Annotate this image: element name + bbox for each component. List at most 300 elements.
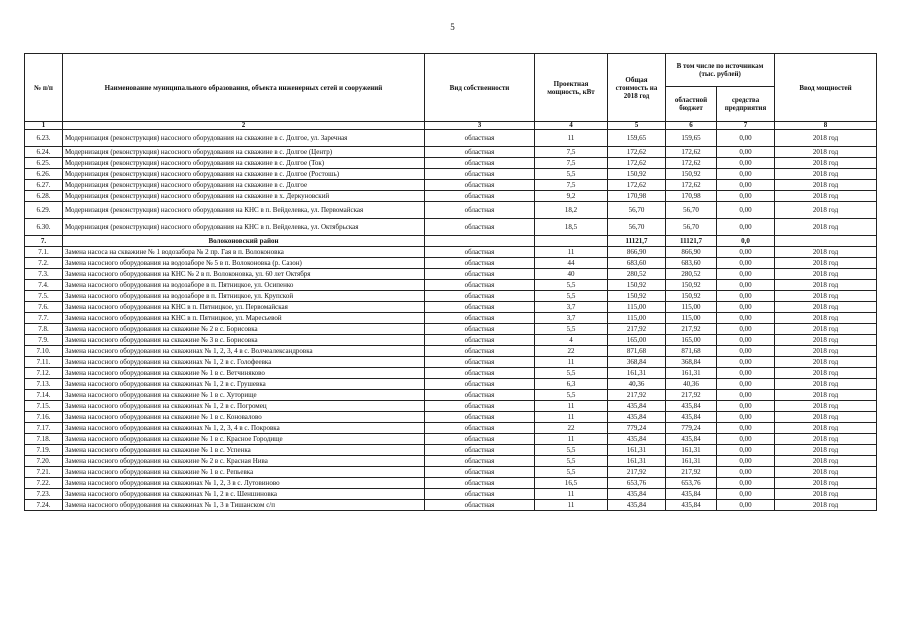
header-regional-budget: областной бюджет — [666, 87, 717, 122]
header-capacity: Проектная мощность, кВт — [535, 54, 608, 122]
table-row — [25, 489, 877, 500]
object-name-cell: Модернизация (реконструкция) насосного оборудования на скважине в с. Долгое (Ростошь) — [63, 169, 425, 180]
row-number-cell: 7.21. — [25, 467, 63, 478]
ownership-cell: областная — [425, 280, 535, 291]
commissioning-cell: 2018 год — [775, 247, 877, 258]
object-name-cell: Замена насосного оборудования на скважине № 1 в с. Красное Городище — [63, 434, 425, 445]
enterprise-funds-cell: 0,00 — [717, 158, 775, 169]
enterprise-funds-cell: 0,00 — [717, 324, 775, 335]
enterprise-funds-cell: 0,00 — [717, 180, 775, 191]
row-number-cell: 7.7. — [25, 313, 63, 324]
capacity-cell: 5,5 — [535, 291, 608, 302]
object-name-cell: Замена насосного оборудования на КНС № 2 в п. Волоконовка, ул. 60 лет Октября — [63, 269, 425, 280]
total-cost-cell: 653,76 — [608, 478, 666, 489]
object-name-cell: Модернизация (реконструкция) насосного оборудования на скважине в с. Долгое (Ток) — [63, 158, 425, 169]
enterprise-funds-cell: 0,00 — [717, 357, 775, 368]
row-number-cell: 6.30. — [25, 219, 63, 236]
capacity-cell: 40 — [535, 269, 608, 280]
commissioning-cell: 2018 год — [775, 313, 877, 324]
commissioning-cell: 2018 год — [775, 379, 877, 390]
commissioning-cell: 2018 год — [775, 147, 877, 158]
header-ownership: Вид собственности — [425, 54, 535, 122]
commissioning-cell: 2018 год — [775, 368, 877, 379]
object-name-cell: Замена насосного оборудования на скважинах № 1, 2 в с. Грушевка — [63, 379, 425, 390]
table-row — [25, 401, 877, 412]
total-cost-cell: 172,62 — [608, 147, 666, 158]
table-row — [25, 357, 877, 368]
ownership-cell: областная — [425, 247, 535, 258]
enterprise-funds-cell: 0,00 — [717, 401, 775, 412]
ownership-cell: областная — [425, 313, 535, 324]
table-row — [25, 180, 877, 191]
object-name-cell: Замена насосного оборудования на скважине № 3 в с. Борисовка — [63, 335, 425, 346]
ownership-cell: областная — [425, 291, 535, 302]
ownership-cell: областная — [425, 368, 535, 379]
table-row — [25, 368, 877, 379]
regional-budget-cell: 435,84 — [666, 489, 717, 500]
ownership-cell: областная — [425, 478, 535, 489]
object-name-cell: Модернизация (реконструкция) насосного оборудования на КНС в п. Вейделевка, ул. Первомайская — [63, 202, 425, 219]
commissioning-cell: 2018 год — [775, 130, 877, 147]
table-row — [25, 434, 877, 445]
capacity-cell: 6,3 — [535, 379, 608, 390]
object-name-cell: Замена насосного оборудования на скважинах № 1, 2, 3, 4 в с. Волчеалександровка — [63, 346, 425, 357]
capacity-cell: 44 — [535, 258, 608, 269]
row-number-cell: 7.17. — [25, 423, 63, 434]
total-cost-cell: 150,92 — [608, 169, 666, 180]
ownership-cell — [425, 236, 535, 247]
ownership-cell: областная — [425, 324, 535, 335]
table-row — [25, 445, 877, 456]
total-cost-cell: 871,68 — [608, 346, 666, 357]
regional-budget-cell: 435,84 — [666, 401, 717, 412]
regional-budget-cell: 683,60 — [666, 258, 717, 269]
table-row — [25, 467, 877, 478]
table-row — [25, 247, 877, 258]
table-row — [25, 291, 877, 302]
row-number-cell: 7.12. — [25, 368, 63, 379]
row-number-cell: 7.23. — [25, 489, 63, 500]
capacity-cell: 5,5 — [535, 467, 608, 478]
column-number-row — [25, 122, 877, 130]
commissioning-cell: 2018 год — [775, 202, 877, 219]
enterprise-funds-cell: 0,00 — [717, 500, 775, 511]
total-cost-cell: 280,52 — [608, 269, 666, 280]
table-row — [25, 423, 877, 434]
ownership-cell: областная — [425, 147, 535, 158]
row-number-cell: 6.29. — [25, 202, 63, 219]
capacity-cell: 9,2 — [535, 191, 608, 202]
row-number-cell: 7.1. — [25, 247, 63, 258]
ownership-cell: областная — [425, 302, 535, 313]
header-name: Наименование муниципального образования, объекта инженерных сетей и сооружений — [63, 54, 425, 122]
row-number-cell: 7.8. — [25, 324, 63, 335]
total-cost-cell: 150,92 — [608, 280, 666, 291]
total-cost-cell: 165,00 — [608, 335, 666, 346]
commissioning-cell: 2018 год — [775, 169, 877, 180]
capacity-cell: 5,5 — [535, 169, 608, 180]
object-name-cell: Замена насосного оборудования на скважине № 1 в с. Коновалово — [63, 412, 425, 423]
row-number-cell: 7.22. — [25, 478, 63, 489]
object-name-cell: Замена насоса на скважине № 1 водозабора № 2 пр. Гая в п. Волоконовка — [63, 247, 425, 258]
column-number: 7 — [717, 122, 775, 130]
ownership-cell: областная — [425, 191, 535, 202]
object-name-cell: Модернизация (реконструкция) насосного оборудования на скважине в х. Деркуновский — [63, 191, 425, 202]
row-number-cell: 7.11. — [25, 357, 63, 368]
enterprise-funds-cell: 0,00 — [717, 445, 775, 456]
ownership-cell: областная — [425, 489, 535, 500]
row-number-cell: 7.14. — [25, 390, 63, 401]
column-number: 1 — [25, 122, 63, 130]
row-number-cell: 6.28. — [25, 191, 63, 202]
row-number-cell: 7.15. — [25, 401, 63, 412]
total-cost-cell: 435,84 — [608, 500, 666, 511]
commissioning-cell: 2018 год — [775, 445, 877, 456]
object-name-cell: Замена насосного оборудования на скважине № 1 в с. Репьевка — [63, 467, 425, 478]
ownership-cell: областная — [425, 130, 535, 147]
object-name-cell: Замена насосного оборудования на КНС в п. Пятницкое, ул. Маресьевой — [63, 313, 425, 324]
total-cost-cell: 56,70 — [608, 202, 666, 219]
commissioning-cell: 2018 год — [775, 401, 877, 412]
row-number-cell: 6.24. — [25, 147, 63, 158]
commissioning-cell: 2018 год — [775, 291, 877, 302]
total-cost-cell: 56,70 — [608, 219, 666, 236]
commissioning-cell: 2018 год — [775, 302, 877, 313]
enterprise-funds-cell: 0,00 — [717, 280, 775, 291]
total-cost-cell: 115,00 — [608, 313, 666, 324]
ownership-cell: областная — [425, 169, 535, 180]
column-number: 2 — [63, 122, 425, 130]
table-row — [25, 258, 877, 269]
table-row — [25, 379, 877, 390]
ownership-cell: областная — [425, 467, 535, 478]
capacity-cell: 5,5 — [535, 368, 608, 379]
enterprise-funds-cell: 0,00 — [717, 169, 775, 180]
regional-budget-cell: 217,92 — [666, 324, 717, 335]
row-number-cell: 7.19. — [25, 445, 63, 456]
ownership-cell: областная — [425, 423, 535, 434]
table-row — [25, 335, 877, 346]
commissioning-cell: 2018 год — [775, 324, 877, 335]
regional-budget-cell: 56,70 — [666, 219, 717, 236]
object-name-cell: Замена насосного оборудования на КНС в п. Пятницкое, ул. Первомайская — [63, 302, 425, 313]
commissioning-cell: 2018 год — [775, 346, 877, 357]
ownership-cell: областная — [425, 390, 535, 401]
regional-budget-cell: 368,84 — [666, 357, 717, 368]
capacity-cell: 5,5 — [535, 390, 608, 401]
table-row — [25, 346, 877, 357]
object-name-cell: Модернизация (реконструкция) насосного оборудования на КНС в п. Вейделевка, ул. Октябрьская — [63, 219, 425, 236]
regional-budget-cell: 866,90 — [666, 247, 717, 258]
enterprise-funds-cell: 0,00 — [717, 247, 775, 258]
ownership-cell: областная — [425, 401, 535, 412]
commissioning-cell: 2018 год — [775, 489, 877, 500]
commissioning-cell: 2018 год — [775, 478, 877, 489]
total-cost-cell: 779,24 — [608, 423, 666, 434]
enterprise-funds-cell: 0,00 — [717, 423, 775, 434]
total-cost-cell: 217,92 — [608, 324, 666, 335]
total-cost-cell: 217,92 — [608, 390, 666, 401]
enterprise-funds-cell: 0,00 — [717, 269, 775, 280]
ownership-cell: областная — [425, 445, 535, 456]
table-row — [25, 500, 877, 511]
row-number-cell: 7.13. — [25, 379, 63, 390]
ownership-cell: областная — [425, 180, 535, 191]
column-number: 4 — [535, 122, 608, 130]
regional-budget-cell: 159,65 — [666, 130, 717, 147]
object-name-cell: Замена насосного оборудования на скважинах № 1, 2 в с. Погромец — [63, 401, 425, 412]
regional-budget-cell: 871,68 — [666, 346, 717, 357]
row-number-cell: 6.26. — [25, 169, 63, 180]
enterprise-funds-cell: 0,00 — [717, 202, 775, 219]
table-row — [25, 302, 877, 313]
regional-budget-cell: 653,76 — [666, 478, 717, 489]
ownership-cell: областная — [425, 335, 535, 346]
enterprise-funds-cell: 0,00 — [717, 291, 775, 302]
commissioning-cell: 2018 год — [775, 180, 877, 191]
object-name-cell: Волоконовский район — [63, 236, 425, 247]
table-row — [25, 478, 877, 489]
total-cost-cell: 435,84 — [608, 434, 666, 445]
regional-budget-cell: 56,70 — [666, 202, 717, 219]
regional-budget-cell: 170,98 — [666, 191, 717, 202]
object-name-cell: Замена насосного оборудования на водозаборе № 5 в п. Волоконовка (р. Сазон) — [63, 258, 425, 269]
enterprise-funds-cell: 0,00 — [717, 191, 775, 202]
regional-budget-cell: 161,31 — [666, 456, 717, 467]
header-enterprise-funds: средства предприятия — [717, 87, 775, 122]
ownership-cell: областная — [425, 379, 535, 390]
ownership-cell: областная — [425, 219, 535, 236]
object-name-cell: Замена насосного оборудования на водозаборе в п. Пятницкое, ул. Крупской — [63, 291, 425, 302]
capacity-cell: 18,5 — [535, 219, 608, 236]
capacity-cell: 11 — [535, 401, 608, 412]
capacity-cell: 7,5 — [535, 180, 608, 191]
commissioning-cell: 2018 год — [775, 456, 877, 467]
regional-budget-cell: 217,92 — [666, 467, 717, 478]
header-num: № п/п — [25, 54, 63, 122]
regional-budget-cell: 435,84 — [666, 500, 717, 511]
capacity-cell: 11 — [535, 500, 608, 511]
page-number: 5 — [450, 22, 455, 32]
capacity-cell: 5,5 — [535, 445, 608, 456]
table-row — [25, 169, 877, 180]
ownership-cell: областная — [425, 346, 535, 357]
row-number-cell: 7.16. — [25, 412, 63, 423]
row-number-cell: 6.25. — [25, 158, 63, 169]
regional-budget-cell: 161,31 — [666, 445, 717, 456]
enterprise-funds-cell: 0,00 — [717, 147, 775, 158]
column-number: 8 — [775, 122, 877, 130]
table-row — [25, 324, 877, 335]
object-name-cell: Замена насосного оборудования на скважинах № 1, 2, 3 в с. Лутовиново — [63, 478, 425, 489]
enterprise-funds-cell: 0,00 — [717, 390, 775, 401]
table-row — [25, 313, 877, 324]
row-number-cell: 6.27. — [25, 180, 63, 191]
total-cost-cell: 161,31 — [608, 445, 666, 456]
row-number-cell: 7.20. — [25, 456, 63, 467]
object-name-cell: Модернизация (реконструкция) насосного оборудования на скважине в с. Долгое — [63, 180, 425, 191]
commissioning-cell: 2018 год — [775, 500, 877, 511]
object-name-cell: Замена насосного оборудования на скважине № 1 в с. Хуторище — [63, 390, 425, 401]
table-row — [25, 280, 877, 291]
column-number: 5 — [608, 122, 666, 130]
table-row — [25, 130, 877, 147]
capacity-cell — [535, 236, 608, 247]
regional-budget-cell: 150,92 — [666, 169, 717, 180]
object-name-cell: Замена насосного оборудования на скважине № 2 в с. Красная Нива — [63, 456, 425, 467]
capacity-cell: 11 — [535, 434, 608, 445]
commissioning-cell: 2018 год — [775, 269, 877, 280]
ownership-cell: областная — [425, 357, 535, 368]
total-cost-cell: 172,62 — [608, 180, 666, 191]
row-number-cell: 7.5. — [25, 291, 63, 302]
table-body — [25, 130, 877, 511]
regional-budget-cell: 150,92 — [666, 280, 717, 291]
regional-budget-cell: 115,00 — [666, 313, 717, 324]
object-name-cell: Замена насосного оборудования на скважине № 1 в с. Ветчиняково — [63, 368, 425, 379]
enterprise-funds-cell: 0,00 — [717, 434, 775, 445]
enterprise-funds-cell: 0,00 — [717, 130, 775, 147]
regional-budget-cell: 280,52 — [666, 269, 717, 280]
ownership-cell: областная — [425, 412, 535, 423]
capacity-cell: 22 — [535, 423, 608, 434]
capacity-cell: 4 — [535, 335, 608, 346]
row-number-cell: 7.3. — [25, 269, 63, 280]
total-cost-cell: 368,84 — [608, 357, 666, 368]
regional-budget-cell: 172,62 — [666, 180, 717, 191]
commissioning-cell: 2018 год — [775, 467, 877, 478]
capacity-cell: 7,5 — [535, 158, 608, 169]
regional-budget-cell: 779,24 — [666, 423, 717, 434]
capacity-cell: 5,5 — [535, 456, 608, 467]
enterprise-funds-cell: 0,00 — [717, 302, 775, 313]
ownership-cell: областная — [425, 258, 535, 269]
investment-table — [24, 53, 877, 511]
enterprise-funds-cell: 0,00 — [717, 335, 775, 346]
commissioning-cell: 2018 год — [775, 357, 877, 368]
commissioning-cell: 2018 год — [775, 280, 877, 291]
row-number-cell: 7. — [25, 236, 63, 247]
enterprise-funds-cell: 0,00 — [717, 467, 775, 478]
commissioning-cell: 2018 год — [775, 219, 877, 236]
regional-budget-cell: 11121,7 — [666, 236, 717, 247]
regional-budget-cell: 217,92 — [666, 390, 717, 401]
header-total-cost: Общая стоимость на 2018 год — [608, 54, 666, 122]
enterprise-funds-cell: 0,00 — [717, 346, 775, 357]
column-number: 3 — [425, 122, 535, 130]
capacity-cell: 11 — [535, 412, 608, 423]
ownership-cell: областная — [425, 456, 535, 467]
table-row — [25, 158, 877, 169]
header-commissioning: Ввод мощностей — [775, 54, 877, 122]
regional-budget-cell: 161,31 — [666, 368, 717, 379]
total-cost-cell: 150,92 — [608, 291, 666, 302]
enterprise-funds-cell: 0,00 — [717, 478, 775, 489]
enterprise-funds-cell: 0,00 — [717, 258, 775, 269]
section-row — [25, 236, 877, 247]
capacity-cell: 5,5 — [535, 280, 608, 291]
table-row — [25, 390, 877, 401]
total-cost-cell: 683,60 — [608, 258, 666, 269]
enterprise-funds-cell: 0,0 — [717, 236, 775, 247]
commissioning-cell: 2018 год — [775, 191, 877, 202]
total-cost-cell: 161,31 — [608, 368, 666, 379]
regional-budget-cell: 40,36 — [666, 379, 717, 390]
enterprise-funds-cell: 0,00 — [717, 489, 775, 500]
table-row — [25, 456, 877, 467]
capacity-cell: 11 — [535, 489, 608, 500]
commissioning-cell: 2018 год — [775, 335, 877, 346]
total-cost-cell: 161,31 — [608, 456, 666, 467]
regional-budget-cell: 115,00 — [666, 302, 717, 313]
table-row — [25, 147, 877, 158]
total-cost-cell: 170,98 — [608, 191, 666, 202]
ownership-cell: областная — [425, 434, 535, 445]
enterprise-funds-cell: 0,00 — [717, 313, 775, 324]
total-cost-cell: 172,62 — [608, 158, 666, 169]
total-cost-cell: 435,84 — [608, 412, 666, 423]
regional-budget-cell: 172,62 — [666, 147, 717, 158]
commissioning-cell: 2018 год — [775, 158, 877, 169]
row-number-cell: 7.2. — [25, 258, 63, 269]
capacity-cell: 11 — [535, 130, 608, 147]
total-cost-cell: 435,84 — [608, 489, 666, 500]
enterprise-funds-cell: 0,00 — [717, 456, 775, 467]
object-name-cell: Замена насосного оборудования на скважине № 2 в с. Борисовка — [63, 324, 425, 335]
row-number-cell: 7.24. — [25, 500, 63, 511]
capacity-cell: 18,2 — [535, 202, 608, 219]
table-row — [25, 219, 877, 236]
capacity-cell: 3,7 — [535, 302, 608, 313]
table-row — [25, 202, 877, 219]
ownership-cell: областная — [425, 202, 535, 219]
regional-budget-cell: 172,62 — [666, 158, 717, 169]
ownership-cell: областная — [425, 500, 535, 511]
row-number-cell: 7.4. — [25, 280, 63, 291]
header-row-1 — [25, 54, 877, 87]
table-row — [25, 412, 877, 423]
regional-budget-cell: 165,00 — [666, 335, 717, 346]
total-cost-cell: 159,65 — [608, 130, 666, 147]
total-cost-cell: 435,84 — [608, 401, 666, 412]
object-name-cell: Модернизация (реконструкция) насосного оборудования на скважине в с. Долгое, ул. Заречная — [63, 130, 425, 147]
object-name-cell: Замена насосного оборудования на скважинах № 1, 3 в Тишанском с/п — [63, 500, 425, 511]
ownership-cell: областная — [425, 158, 535, 169]
row-number-cell: 7.18. — [25, 434, 63, 445]
capacity-cell: 11 — [535, 357, 608, 368]
total-cost-cell: 866,90 — [608, 247, 666, 258]
commissioning-cell: 2018 год — [775, 258, 877, 269]
object-name-cell: Замена насосного оборудования на водозаборе в п. Пятницкое, ул. Осипенко — [63, 280, 425, 291]
object-name-cell: Замена насосного оборудования на скважинах № 1, 2, 3, 4 в с. Покровка — [63, 423, 425, 434]
capacity-cell: 16,5 — [535, 478, 608, 489]
object-name-cell: Замена насосного оборудования на скважинах № 1, 2 в с. Голофеевка — [63, 357, 425, 368]
commissioning-cell: 2018 год — [775, 412, 877, 423]
enterprise-funds-cell: 0,00 — [717, 379, 775, 390]
regional-budget-cell: 150,92 — [666, 291, 717, 302]
enterprise-funds-cell: 0,00 — [717, 412, 775, 423]
header-sources: В том числе по источникам (тыс. рублей) — [666, 54, 775, 87]
row-number-cell: 7.6. — [25, 302, 63, 313]
commissioning-cell: 2018 год — [775, 423, 877, 434]
commissioning-cell: 2018 год — [775, 434, 877, 445]
capacity-cell: 3,7 — [535, 313, 608, 324]
total-cost-cell: 40,36 — [608, 379, 666, 390]
total-cost-cell: 217,92 — [608, 467, 666, 478]
regional-budget-cell: 435,84 — [666, 412, 717, 423]
enterprise-funds-cell: 0,00 — [717, 219, 775, 236]
ownership-cell: областная — [425, 269, 535, 280]
